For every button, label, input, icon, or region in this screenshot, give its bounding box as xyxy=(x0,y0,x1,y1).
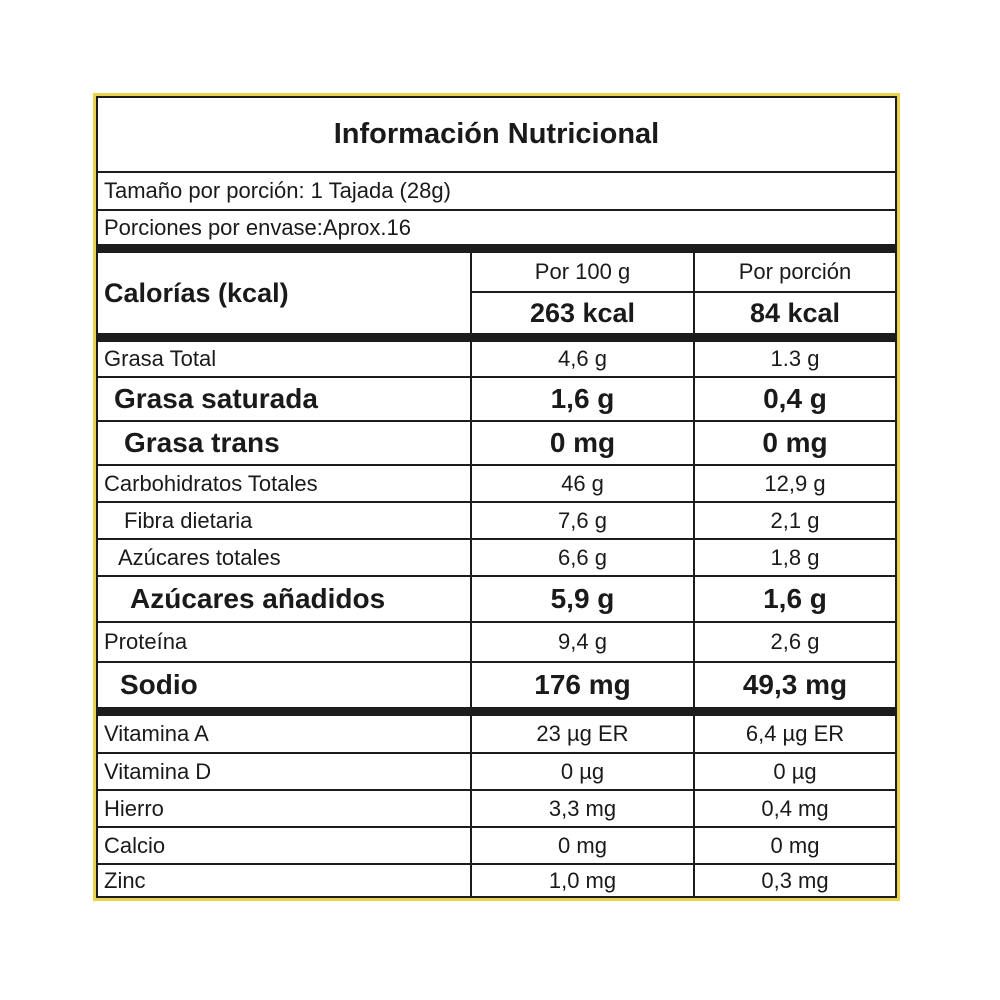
micronutrient-name: Zinc xyxy=(104,867,146,893)
divider-thick xyxy=(98,707,895,716)
micronutrient-per-portion: 0,4 mg xyxy=(693,791,895,826)
nutrient-name: Grasa saturada xyxy=(114,383,318,414)
nutrient-per-portion: 1.3 g xyxy=(693,342,895,376)
nutrient-row xyxy=(98,623,895,661)
nutrient-per-portion: 2,1 g xyxy=(693,503,895,538)
nutrient-row xyxy=(98,577,895,621)
per-portion-header: Por porción xyxy=(738,259,852,284)
divider-thick xyxy=(98,333,895,342)
micronutrient-per-portion: 0 mg xyxy=(693,828,895,863)
serving-size: Tamaño por porción: 1 Tajada (28g) xyxy=(104,178,451,203)
nutrient-per-100g: 1,6 g xyxy=(470,378,693,420)
nutrient-per-portion: 0,4 g xyxy=(693,378,895,420)
micronutrient-per-100g: 23 µg ER xyxy=(470,716,693,752)
nutrient-per-100g: 0 mg xyxy=(470,422,693,464)
nutrient-name: Proteína xyxy=(104,629,188,654)
nutrient-name: Azúcares totales xyxy=(118,544,281,570)
calories-per-100g: 263 kcal xyxy=(529,297,636,328)
nutrient-row xyxy=(98,342,895,376)
per-100g-header: Por 100 g xyxy=(534,259,631,284)
micronutrient-name: Calcio xyxy=(104,832,166,858)
nutrient-per-100g: 7,6 g xyxy=(470,503,693,538)
micronutrient-name: Vitamina D xyxy=(104,758,212,784)
micronutrient-row xyxy=(98,791,895,826)
per-100g-column xyxy=(470,253,693,333)
nutrient-per-portion: 1,6 g xyxy=(693,577,895,621)
calories-row xyxy=(98,253,895,333)
micronutrient-per-portion: 6,4 µg ER xyxy=(693,716,895,752)
calories-label: Calorías (kcal) xyxy=(104,277,289,308)
micronutrient-per-100g: 0 µg xyxy=(470,754,693,789)
nutrient-per-portion: 49,3 mg xyxy=(693,663,895,707)
nutrient-per-100g: 46 g xyxy=(470,466,693,501)
nutrient-row xyxy=(98,466,895,501)
servings-per-container: Porciones por envase:Aprox.16 xyxy=(104,214,411,240)
nutrient-name: Fibra dietaria xyxy=(124,507,253,533)
nutrient-row xyxy=(98,503,895,538)
micronutrient-row xyxy=(98,828,895,863)
micronutrient-name: Vitamina A xyxy=(104,721,209,746)
nutrient-row xyxy=(98,663,895,707)
nutrient-name: Grasa trans xyxy=(124,427,280,458)
nutrient-row xyxy=(98,422,895,464)
nutrient-per-100g: 5,9 g xyxy=(470,577,693,621)
micronutrient-row xyxy=(98,716,895,752)
nutrient-per-portion: 1,8 g xyxy=(693,540,895,575)
nutrient-row xyxy=(98,378,895,420)
nutrient-per-100g: 176 mg xyxy=(470,663,693,707)
divider-thick xyxy=(98,244,895,253)
nutrient-per-portion: 0 mg xyxy=(693,422,895,464)
per-portion-column xyxy=(693,253,895,333)
micronutrient-row xyxy=(98,865,895,896)
nutrient-name: Sodio xyxy=(120,669,198,700)
calories-per-portion: 84 kcal xyxy=(749,297,841,328)
nutrient-per-portion: 12,9 g xyxy=(693,466,895,501)
micronutrient-per-portion: 0,3 mg xyxy=(693,865,895,896)
nutrient-row xyxy=(98,540,895,575)
micronutrient-per-100g: 3,3 mg xyxy=(470,791,693,826)
nutrient-per-100g: 9,4 g xyxy=(470,623,693,661)
micronutrient-per-100g: 0 mg xyxy=(470,828,693,863)
nutrient-name: Grasa Total xyxy=(104,346,217,371)
table-title: Información Nutricional xyxy=(333,118,660,150)
nutrient-name: Carbohidratos Totales xyxy=(104,470,318,496)
nutrition-table xyxy=(96,96,897,898)
nutrient-per-100g: 6,6 g xyxy=(470,540,693,575)
micronutrient-per-portion: 0 µg xyxy=(693,754,895,789)
micronutrient-row xyxy=(98,754,895,789)
micronutrient-per-100g: 1,0 mg xyxy=(470,865,693,896)
micronutrient-name: Hierro xyxy=(104,795,164,821)
nutrient-per-portion: 2,6 g xyxy=(693,623,895,661)
nutrient-name: Azúcares añadidos xyxy=(130,583,386,614)
nutrient-per-100g: 4,6 g xyxy=(470,342,693,376)
